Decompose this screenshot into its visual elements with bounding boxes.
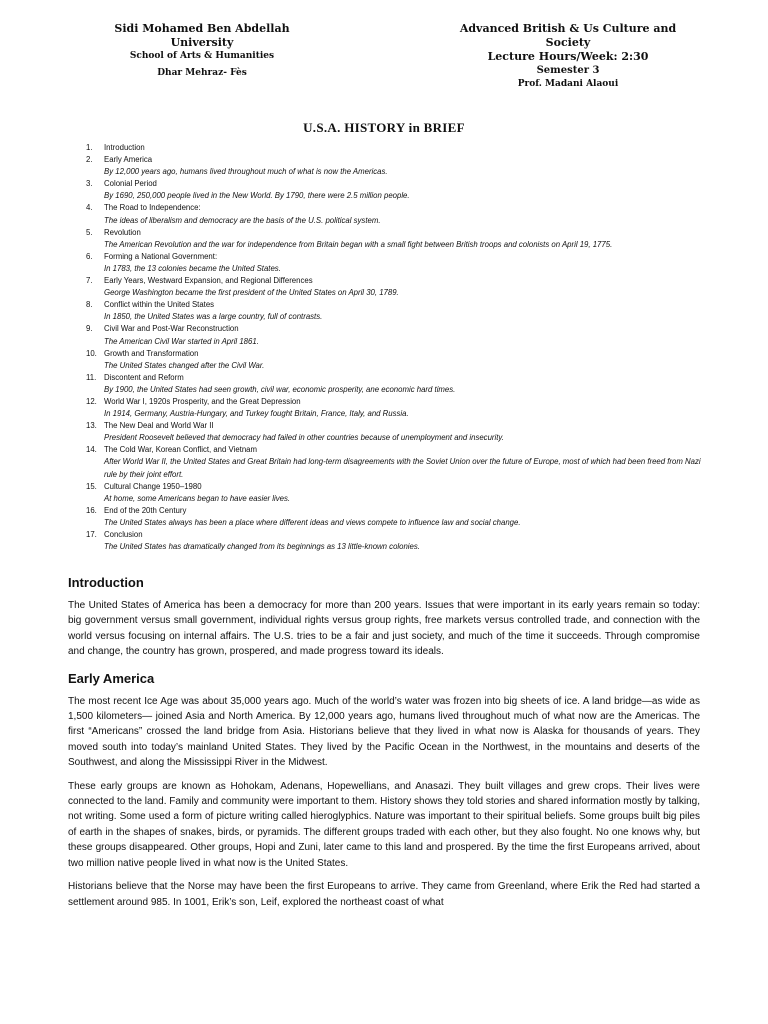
toc-item-title: Revolution: [104, 227, 141, 237]
toc-item-number: 7.: [86, 276, 93, 286]
toc-item: [86, 444, 706, 480]
toc-item-title: The Road to Independence:: [104, 203, 201, 213]
toc-item-number: 5.: [86, 227, 93, 237]
toc-item-number: 11.: [86, 372, 97, 382]
toc-item-description: By 1900, the United States had seen growth, civil war, economic prosperity, ane economic hard times.: [104, 384, 456, 394]
toc-item-number: 3.: [86, 179, 93, 189]
course-title-line2: Society: [545, 36, 591, 49]
semester: Semester 3: [536, 65, 600, 76]
toc-item: [86, 251, 706, 275]
toc-item: [86, 529, 706, 553]
toc-item-number: 12.: [86, 396, 97, 406]
university-name: Sidi Mohamed Ben Abdellah: [114, 22, 290, 35]
toc-item-title: The New Deal and World War II: [104, 421, 214, 431]
toc-item-number: 13.: [86, 421, 97, 431]
toc-item-title: Cultural Change 1950–1980: [104, 481, 202, 491]
toc-item-title: Early America: [104, 155, 153, 165]
toc-item-number: 8.: [86, 300, 93, 310]
body-paragraph: Historians believe that the Norse may have been the first Europeans to arrive. They came from Greenland, where Erik the Red had started a settlement around 985. In 1001, Erik’s son, Leif, explored the northeast coast of what: [68, 881, 700, 908]
toc-item-title: Growth and Transformation: [104, 348, 199, 358]
toc-item-description: George Washington became the first president of the United States on April 30, 1789.: [104, 288, 399, 298]
toc-item: [86, 372, 706, 396]
toc-item-title: End of the 20th Century: [104, 505, 187, 515]
toc-item-description: By 1690, 250,000 people lived in the New World. By 1790, there were 2.5 million people.: [104, 191, 410, 201]
toc-item-title: Conflict within the United States: [104, 300, 215, 310]
section-heading: Early America: [68, 670, 155, 686]
toc-item-description: At home, some Americans began to have easier lives.: [104, 493, 291, 503]
university-name-line2: University: [170, 36, 234, 49]
toc-item: [86, 154, 706, 178]
toc-item: [86, 142, 706, 154]
toc-item-title: Discontent and Reform: [104, 372, 184, 382]
toc-item-title: Conclusion: [104, 530, 143, 539]
toc-item-title: World War I, 1920s Prosperity, and the Great Depression: [104, 396, 301, 406]
toc-item-description: In 1914, Germany, Austria-Hungary, and Turkey fought Britain, France, Italy, and Russia.: [104, 409, 409, 419]
school-name: School of Arts & Humanities: [129, 51, 275, 61]
toc-item-number: 17.: [86, 530, 97, 539]
table-of-contents: [86, 142, 706, 553]
toc-item-description: By 12,000 years ago, humans lived throughout much of what is now the Americas.: [104, 167, 388, 177]
toc-item-title: Civil War and Post-War Reconstruction: [104, 324, 239, 334]
toc-item-number: 14.: [86, 445, 97, 455]
course-title: Advanced British & Us Culture and: [459, 22, 677, 35]
document-body: [68, 572, 700, 918]
toc-item: [86, 505, 706, 529]
body-paragraph: The most recent Ice Age was about 35,000 years ago. Much of the world’s water was frozen into big sheets of ice. A land bridge—as wide as 1,500 kilometers— joined Asia and North America. By 12,000 years ago, humans lived throughout much of what now are the Americas. The first “Americans” crossed the land bridge from Asia. Historians believe that they lived in what now is Alaska for thousands of years. They moved south into today’s mainland United States. They lived by the Pacific Ocean in the Northwest, in the mountains and deserts of the Southwest, and along the Mississippi River in the Midwest.: [68, 695, 700, 769]
toc-item-description: The United States always has been a place where different ideas and views compete to influence law and social change.: [104, 517, 521, 527]
toc-item-number: 6.: [86, 251, 93, 261]
toc-item: [86, 227, 706, 251]
toc-item: [86, 178, 706, 202]
course-header: [432, 22, 704, 91]
university-header: [82, 22, 322, 80]
toc-item-description: After World War II, the United States and Great Britain had long-term disagreements with the Soviet Union over the future of Europe, most of which had been freed from Nazi rule by their joint effort.: [104, 457, 701, 479]
toc-item: [86, 420, 706, 444]
toc-item-description: The United States changed after the Civil War.: [104, 360, 265, 370]
toc-item-description: In 1783, the 13 colonies became the United States.: [104, 263, 281, 273]
body-paragraph: The United States of America has been a democracy for more than 200 years. Issues that were important in its early years remain so today: big government versus small government, individual rights versus group rights, free markets versus controlled trade, and connection with the world versus focusing on internal affairs. The U.S. tries to be a fair and just society, and much of the time it succeeds. Through compromise and change, the country has grown, prospered, and made progress toward its ideals.: [68, 600, 700, 658]
toc-item-number: 1.: [86, 143, 93, 152]
lecture-hours: Lecture Hours/Week: 2:30: [487, 50, 649, 63]
toc-item-description: In 1850, the United States was a large country, full of contrasts.: [104, 312, 323, 322]
toc-item-number: 9.: [86, 324, 93, 334]
toc-item-description: President Roosevelt believed that democracy had failed in other countries because of unemployment and insecurity.: [104, 433, 504, 443]
section-heading: Introduction: [68, 575, 144, 590]
toc-item-description: The American Revolution and the war for independence from Britain began with a small fight between British troops and colonists on April 19, 1775.: [104, 239, 613, 249]
document-title: U.S.A. HISTORY in BRIEF: [303, 120, 465, 135]
toc-item-number: 15.: [86, 481, 97, 491]
toc-item: [86, 202, 706, 226]
toc-item-title: Early Years, Westward Expansion, and Regional Differences: [104, 276, 313, 286]
toc-item-number: 2.: [86, 155, 93, 165]
professor-name: Prof. Madani Alaoui: [517, 79, 619, 89]
toc-item-title: Forming a National Government:: [104, 251, 218, 261]
toc-item-title: Colonial Period: [104, 179, 157, 189]
toc-item: [86, 323, 706, 347]
toc-item-number: 16.: [86, 505, 97, 515]
toc-item: [86, 481, 706, 505]
body-paragraph: These early groups are known as Hohokam, Adenans, Hopewellians, and Anasazi. They built villages and grew crops. Their lives were connected to the land. Family and community were important to them. History shows they told stories and shared information mostly by talking, not writing. Some used a form of picture writing called hieroglyphics. Nature was important to their spiritual beliefs. Some groups built big piles of earth in the shapes of snakes, birds, or pyramids. The different groups traded with each other, but they also fought. No one knows why, but these groups disappeared. Other groups, Hopi and Zuni, later came to this land and prospered. By the time the first Europeans arrived, about two million native people lived in what now is the United States.: [68, 780, 700, 869]
toc-item-description: The ideas of liberalism and democracy are the basis of the U.S. political system.: [104, 215, 381, 225]
toc-item-title: The Cold War, Korean Conflict, and Vietnam: [104, 445, 257, 455]
campus-name: Dhar Mehraz- Fès: [157, 68, 247, 78]
toc-item: [86, 396, 706, 420]
toc-item-description: The United States has dramatically changed from its beginnings as 13 little-known colonies.: [104, 542, 420, 552]
toc-item-number: 4.: [86, 203, 93, 213]
toc-item: [86, 275, 706, 299]
toc-item: [86, 299, 706, 323]
toc-item: [86, 348, 706, 372]
toc-item-number: 10.: [86, 348, 97, 358]
toc-item-description: The American Civil War started in April 1861.: [104, 336, 259, 346]
toc-item-title: Introduction: [104, 143, 145, 152]
